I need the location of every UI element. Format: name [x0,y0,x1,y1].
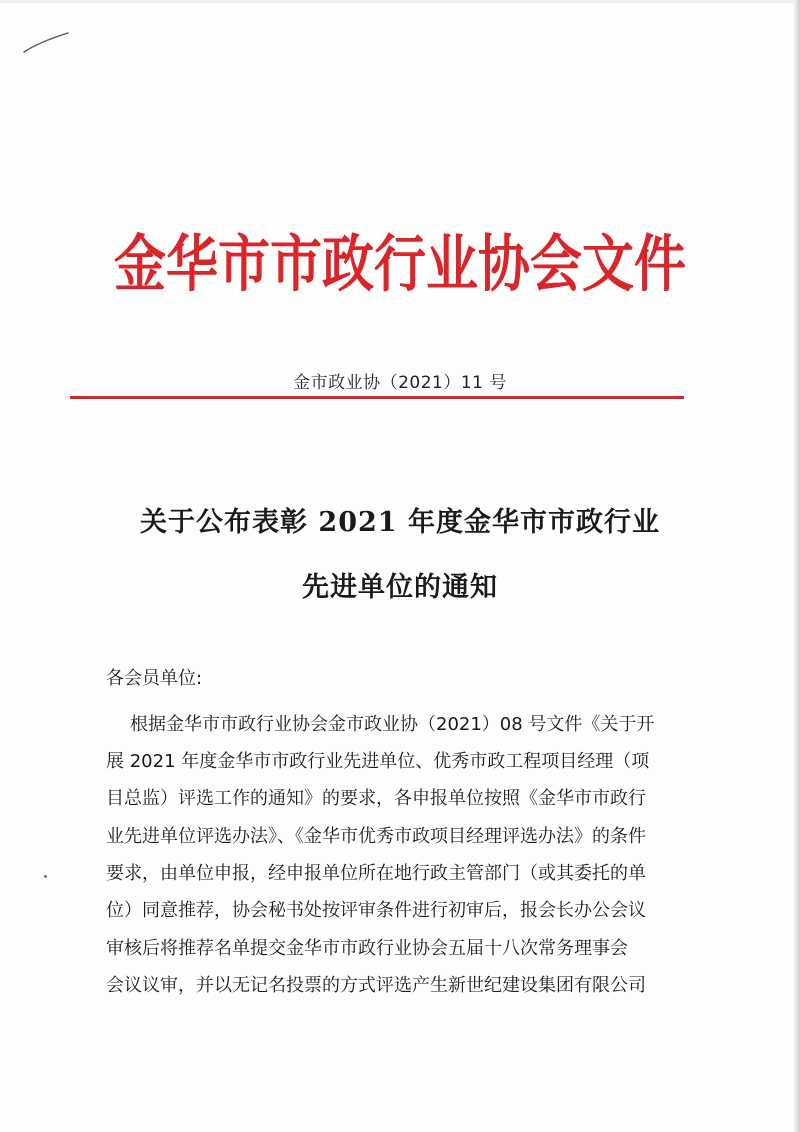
body-line: 展 2021 年度金华市市政行业先进单位、优秀市政工程项目经理（项 [106,751,650,772]
body-line: 根据金华市市政行业协会金市政业协（2021）08 号文件《关于开 [130,714,655,735]
notice-title-line-2: 先进单位的通知 [302,572,498,603]
salutation: 各会员单位: [106,668,203,689]
scan-speck [44,875,47,878]
pen-mark-icon [22,30,70,56]
body-line: 目总监）评选工作的通知》的要求，各申报单位按照《金华市市政行 [106,788,646,809]
notice-title-line-1: 关于公布表彰 2021 年度金华市市政行业 [140,507,660,538]
document-number: 金市政业协（2021）11 号 [293,373,507,393]
body-line: 位）同意推荐，协会秘书处按评审条件进行初审后，报会长办公会议 [106,900,646,921]
body-line: 业先进单位评选办法》、《金华市优秀市政项目经理评选办法》的条件 [106,826,646,847]
body-line: 要求，由单位申报，经申报单位所在地行政主管部门（或其委托的单 [106,863,646,884]
body-line: 审核后将推荐名单提交金华市市政行业协会五届十八次常务理事会 [106,938,628,959]
org-header-title: 金华市市政行业协会文件 [113,229,686,301]
scan-top-edge [0,0,800,3]
body-line: 会议议审，并以无记名投票的方式评选产生新世纪建设集团有限公司 [106,975,646,996]
red-divider-line [70,396,684,399]
